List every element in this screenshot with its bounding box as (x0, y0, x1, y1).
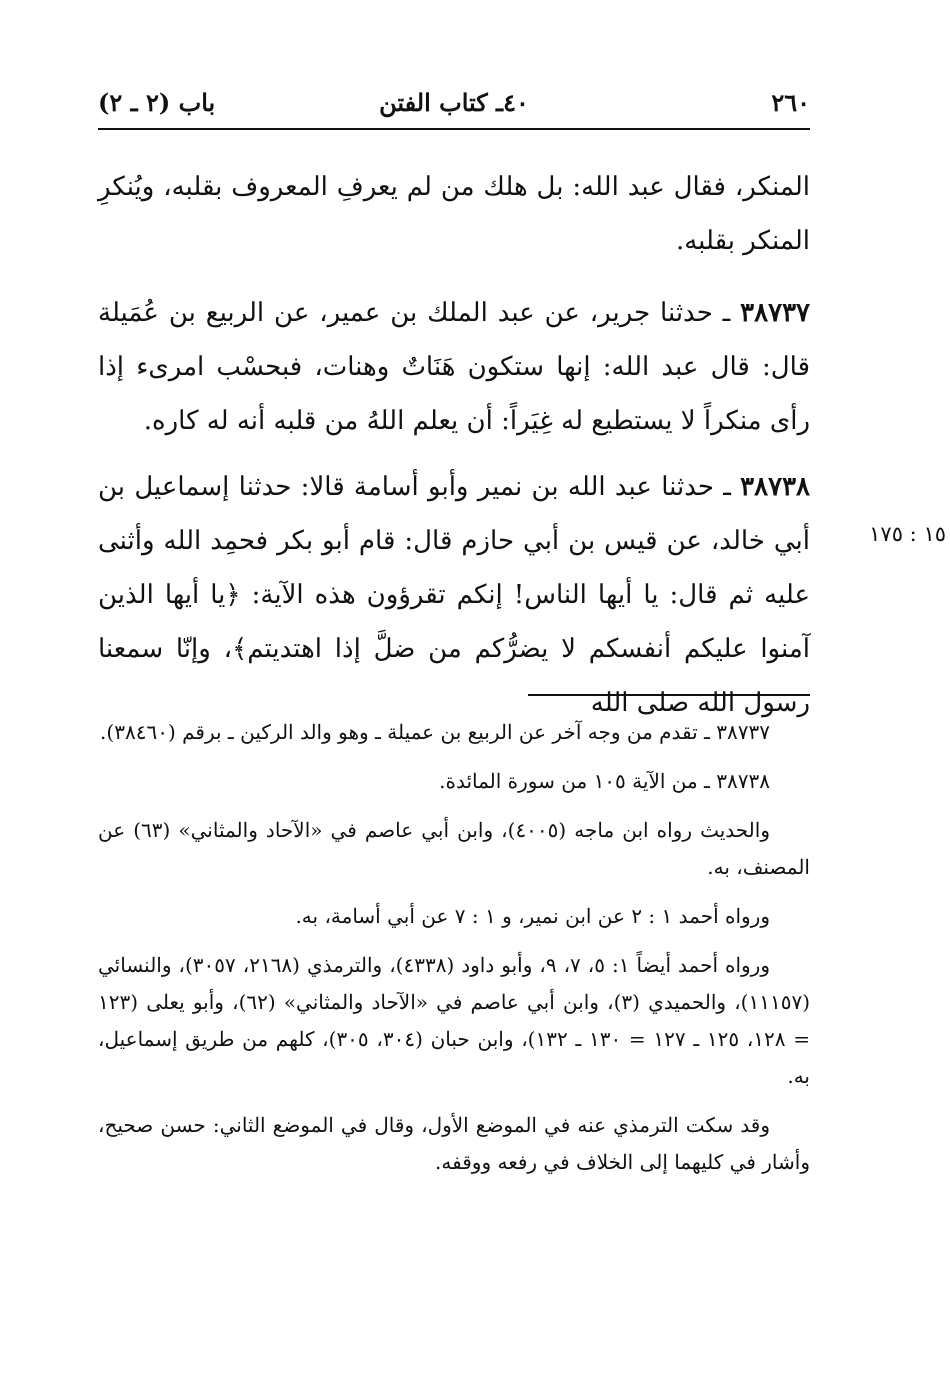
hadith-38737 (98, 286, 810, 448)
header-divider (98, 128, 810, 130)
footnote: وقد سكت الترمذي عنه في الموضع الأول، وقال في الموضع الثاني: حسن صحيح، وأشار في كليهما إلى الخلاف في رفعه ووقفه. (98, 1113, 810, 1174)
footnote: ورواه أحمد ١ : ٢ عن ابن نمير، و ١ : ٧ عن أبي أسامة، به. (295, 904, 770, 928)
hadith-text: ـ حدثنا عبد الله بن نمير وأبو أسامة قالا: حدثنا إسماعيل بن أبي خالد، عن قيس بن أبي حازم قال: قام أبو بكر فحمِد الله وأثنى عليه ثم قال: يا أيها الناس! إنكم تقرؤون هذه الآية: ﴿يا أيها الذين آمنوا عليكم أنفسكم لا يضرُّكم من ضلَّ إذا اهتديتم﴾، وإنّا سمعنا رسول الله صلى الله (98, 472, 810, 718)
footnote-divider (528, 694, 810, 696)
footnote: ٣٨٧٣٧ ـ تقدم من وجه آخر عن الربيع بن عميلة ـ وهو والد الركين ـ برقم (٣٨٤٦٠). (100, 720, 770, 744)
footnote: ورواه أحمد أيضاً ١: ٥، ٧، ٩، وأبو داود (٤٣٣٨)، والترمذي (٢١٦٨، ٣٠٥٧)، والنسائي (١١١٥٧)، والحميدي (٣)، وابن أبي عاصم في «الآحاد والمثاني» (٦٢)، وأبو يعلى (١٢٣ = ١٢٨، ١٢٥ ـ ١٢٧ = ١٣٠ ـ ١٣٢)، وابن حبان (٣٠٤، ٣٠٥)، كلهم من طريق إسماعيل، به. (98, 953, 810, 1088)
footnote: والحديث رواه ابن ماجه (٤٠٠٥)، وابن أبي عاصم في «الآحاد والمثاني» (٦٣) عن المصنف، به. (98, 818, 810, 879)
hadith-number: ٣٨٧٣٧ (740, 298, 810, 328)
footnotes (98, 714, 810, 1193)
hadith-38738 (98, 460, 810, 730)
margin-reference: ١٥ : ١٧٥ (869, 522, 946, 546)
footnote: ٣٨٧٣٨ ـ من الآية ١٠٥ من سورة المائدة. (439, 769, 770, 793)
hadith-text: ـ حدثنا جرير، عن عبد الملك بن عمير، عن الربيع بن عُمَيلة قال: قال عبد الله: إنها ستكون هَنَاتٌ وهنات، فبحسْب امرىء إذا رأى منكراً لا يستطيع له غِيَراً: أن يعلم اللهُ من قلبه أنه له كاره. (98, 298, 810, 436)
hadith-number: ٣٨٧٣٨ (740, 472, 810, 502)
paragraph-continuation (98, 160, 810, 268)
page-header (98, 84, 810, 124)
chapter-label: باب (٢ ـ ٢) (98, 88, 216, 117)
paragraph-text: المنكر، فقال عبد الله: بل هلك من لم يعرفِ المعروف بقلبه، ويُنكرِ المنكر بقلبه. (98, 172, 810, 256)
page-number: ٢٦٠ (771, 88, 810, 117)
book-title: ٤٠ـ كتاب الفتن (379, 88, 529, 117)
